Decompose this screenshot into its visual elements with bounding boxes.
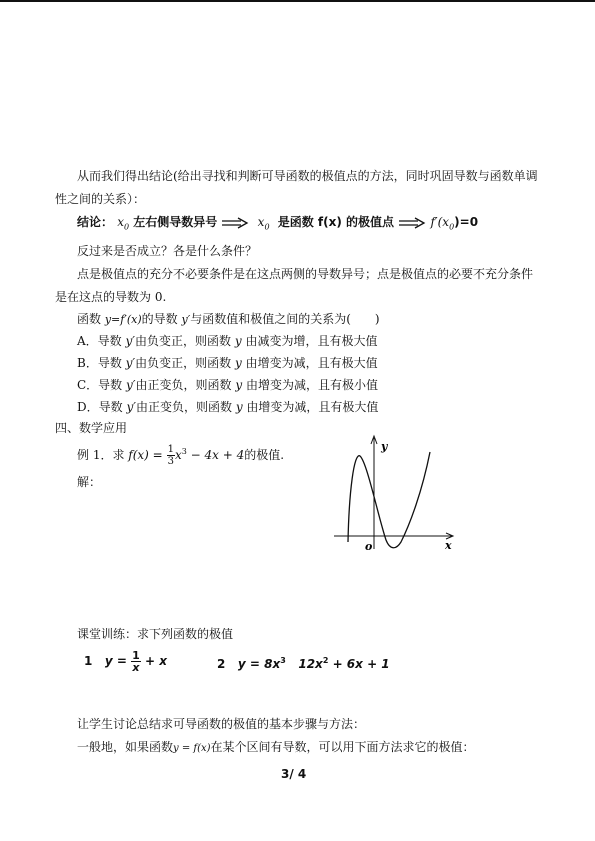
question-stem: 函数 y=f′(x)的导数 y′与函数值和极值之间的关系为( ) [77,312,380,326]
top-rule [0,0,595,2]
intro-line-1: 从而我们得出结论(给出寻找和判断可导函数的极值点的方法，同时巩固导数与函数单调 [77,169,538,183]
origin-label: o [365,540,373,553]
page-number: 3/ 4 [281,767,307,781]
fraction-one-third: $\frac{1}{3}$ [167,444,174,467]
x0-var-2: $x_0$ [257,215,270,232]
implies-arrow-icon [398,217,426,229]
conclusion-part1: 左右侧导数异号 [133,215,218,229]
practice-label: 课堂训练：求下列函数的极值 [77,627,234,641]
conclusion-fx: f(x) [317,215,342,229]
practice-2: 2 $y = 8x^3$ $12x^2 + 6x + 1$ [217,656,390,671]
conclusion-label: 结论： [77,215,114,229]
x-axis-label: x [445,539,452,552]
conclusion-part2: 是函数 [277,215,314,229]
converse-question: 反过来是否成立？各是什么条件？ [77,244,258,258]
cubic-graph [330,432,460,554]
function-curve [348,452,430,548]
x0-var: $x_0$ [117,215,130,232]
section-heading: 四、数学应用 [55,421,128,435]
general-line: 一般地，如果函数y = f(x)在某个区间有导数，可以用下面方法求它的极值： [77,740,475,754]
practice-1: 1 y = $\frac{1}{x}$ + x [84,649,167,674]
option-b: B．导数 y′由负变正，则函数 y 由增变为减，且有极大值 [77,356,378,370]
solution-label: 解： [77,475,102,489]
condition-line-1: 点是极值点的充分不必要条件是在这点两侧的导数异号；点是极值点的必要不充分条件 [77,267,534,281]
y-axis-label: y [381,440,388,453]
fraction-one-over-x: $\frac{1}{x}$ [132,649,140,674]
conclusion-part3: 的极值点 [346,215,395,229]
option-a: A．导数 y′由负变正，则函数 y 由减变为增，且有极大值 [77,334,378,348]
derivative-formula: $f'(x_0$ [430,215,455,232]
option-d: D．导数 y′由正变负，则函数 y 由增变为减，且有极大值 [77,400,379,414]
discussion-line: 让学生讨论总结求可导函数的极值的基本步骤与方法： [77,717,366,731]
intro-line-2: 性之间的关系）： [55,192,146,206]
conclusion-line [77,214,478,235]
example-1: 例 1．求 f(x) = $\frac{1}{3}$ $x^3 - 4x + 4$的极值. [77,444,285,467]
condition-line-2: 是在这点的导数为 0. [55,290,167,304]
option-c: C．导数 y′由正变负，则函数 y 由增变为减，且有极小值 [77,378,378,392]
implies-arrow-icon [221,217,249,229]
formula-end: )=0 [454,215,479,229]
